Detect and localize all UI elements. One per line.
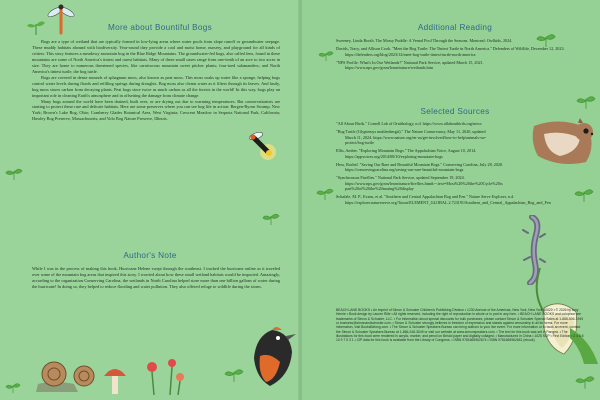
reference-entry: Sweeney, Linda Booth. The Mossy Puddle: A Vernal Pool Through the Seasons. Montreal: Owlkids, 2024. <box>336 38 513 43</box>
reference-entry: Ellis, Amber. "Exploring Mountain Bogs." The Appalachian Voice, August 10, 2014. https://appvoices.org/2014/08/10/exploring-mountain-bogs <box>336 148 477 159</box>
snail-icon <box>34 352 104 394</box>
sprout-icon <box>224 365 244 383</box>
copyright-block: BEACH LANE BOOKS • An imprint of Simon & Schuster Children's Publishing Division • 1230 Avenue of the Americas, New York, New York 10020 • © 2026 by Amy Henrie • Book design by Lauren Rille • All rights reserved, including the right of reproduction in whole or in part in any form. • BEACH LANE BOOKS and colophon are trademarks of Simon & Schuster, LLC. • For information about special discounts for bulk purchases, please contact Simon & Schuster Special Sales at 1-866-506-1949 or business@simonandschuster.com. • Simon & Schuster strongly believes in freedom of expression and stands against censorship in all its forms. For more information, visit BooksBelong.com. • The Simon & Schuster Speakers Bureau can bring authors to your live event. For more information or to book an event, contact the Simon & Schuster Speakers Bureau at 1-866-248-3049 or visit our website at www.simonspeakers.com. • The text for this book was set in Pangea. • The illustrations for this book were rendered in acrylic, marker, and pencil on Bristol paper and digitally collaged. • Manufactured in China • 1025 SCP • First Edition • 2 4 6 8 10 9 7 5 3 1 • CIP data for this book is available from the Library of Congress. • ISBN 9781665962674 • ISBN 9781665962681 (ebook) <box>336 308 584 343</box>
reading-list <box>336 38 568 73</box>
additional-reading-heading: Additional Reading <box>417 23 493 32</box>
sprout-icon <box>318 48 334 62</box>
sources-list <box>336 121 568 208</box>
sprout-icon <box>575 372 595 390</box>
bog-article <box>32 39 280 122</box>
reference-entry: Hess, Rachel. "Saving Our Rare and Beautiful Mountain Bogs." Conserving Carolina, July 28, 2020. https://conservingcarolina.org/saving-our-rare-beautiful-mountain-bogs <box>336 161 504 173</box>
reference-entry: Schafale, M. P., Evans, et al. "Southern and Central Appalachian Bog and Fen." Nature Serve Explorer, n.d. https://explorer.natureserve.org/Taxon/ELEMENT_GLOBAL.2.723191/Southern_and_Central_Appalachian_Bog_and_Fen <box>336 194 551 205</box>
paragraph: Bogs are covered in dense mounds of sphagnum moss, also known as peat moss. This moss soaks up water like a sponge, helping bogs control water levels during floods and refilling springs during droughts. Bog moss also cleans water as it filters through its leaves. And lastly, bog moss stores carbon from decaying plants. Peat bogs store twice as much carbon as all the forests in the world! In this way, bogs play an important role in cleaning Earth's atmosphere and in offsetting the damage from climate change. <box>32 74 280 98</box>
sprout-icon <box>316 185 334 201</box>
sprout-icon <box>262 210 280 226</box>
paragraph: Bogs are a type of wetland that are typically formed in low-lying areas where water pools from slope runoff or groundwater seepage. These muddy habitats abound with biodiversity. Year-round they provide a cool and moist home, nursery, and playground for all kinds of critters. This story features a meadowy mountain bog in the Blue Ridge Mountains. The groundwater-fed bogs, also called fens, found in these mountains are some of North America's tiniest and rarest habitats. Many of these small oases range from one-tenth of an acre to two acres in size. They are home to numerous threatened species, like carnivorous mountain sweet pitcher plants; four-toed salamanders; and North America's tiniest turtle, the bog turtle. <box>32 39 280 74</box>
flower-icon <box>140 355 190 395</box>
sprout-icon <box>574 185 594 203</box>
reference-entry: "Bog Turtle (Glyptemys muhlenbergii)." The Nature Conservancy, May 11, 2020, updated March 11, 2024. https://www.nature.org/en-us/get-involved/how-to-help/animals-we-protect/bog-turtle <box>336 129 487 146</box>
authors-note-heading: Author's Note <box>123 251 177 260</box>
sprout-icon <box>576 92 596 110</box>
sprout-icon <box>5 380 21 394</box>
reference-entry: Davids, Tracy, and Allison Cook. "Meet the Bog Turtle: The Tiniest Turtle in North America." Defenders of Wildlife, December 12, 2023. https://defenders.org/blog/2023/12/meet-bog-turtle-tiniest-turtle-north-america <box>336 46 565 57</box>
firefly-icon <box>244 128 280 162</box>
paragraph: While I was in the process of making this book, Hurricane Helene swept through the southeast. I tracked the hurricane online as it traveled over some of the mountain bog areas that inspired this story. I worried about how these small wetland habitats would be impacted. Amazingly, according to the organization Conserving Carolina, the wetlands in North Carolina helped store more than one billion gallons of water during the hurricane! In doing so, they helped to reduce flooding and water pollution. They also offered refuge to wildlife during the storm. <box>32 266 280 289</box>
reference-entry: "NPS Profile: What's In Our Wetlands?" National Park Service, updated March 15, 2021. https://www.nps.gov/grsm/learn/nature/wetlands.htm <box>336 59 484 71</box>
page-gutter <box>298 0 302 400</box>
reference-entry: "All About Birds." Cornell Lab of Ornithology, n.d. https://www.allaboutbirds.org/news <box>336 121 482 126</box>
authors-note <box>32 266 280 290</box>
page-heading: More about Bountiful Bogs <box>108 23 212 32</box>
paragraph: Many bogs around the world have been drained, built over, or are drying out due to warming temperatures. But conservationists are starting to protect these rare and delicate habitats. Here are some preserves where you can see bog life in action: Bergen-Byron Swamp, New York; Brown's Lake Bog, Ohio; Cranberry Glades Botanical Area, West Virginia; Crescent Meadow in Sequoia National Park, California; Hawley Bog Preserve, Massachusetts; and Volo Bog Nature Preserve, Illinois. <box>32 98 280 122</box>
bird-icon <box>246 322 298 392</box>
mushroom-icon <box>100 360 130 396</box>
selected-sources-heading: Selected Sources <box>420 107 490 116</box>
sprout-icon <box>25 16 47 36</box>
sprout-icon <box>5 165 23 181</box>
reference-entry: "Synchronous Fireflies." National Park Service, updated September 19, 2024. https://www.nps.gov/grsm/learn/nature/fireflies.htm#:~:text=Most%20%20the%20Cycle%20is part%20of%20the%20mating%20display <box>336 175 503 192</box>
